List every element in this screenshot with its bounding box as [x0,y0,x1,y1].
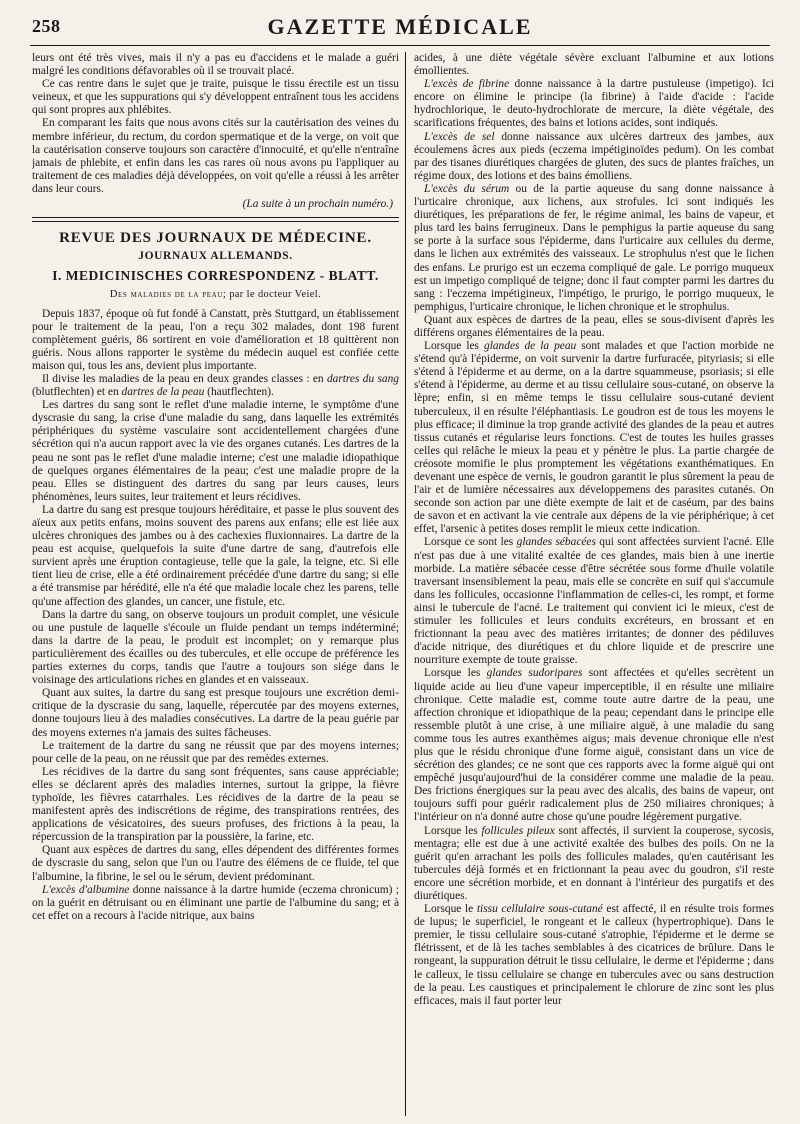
paragraph: Les récidives de la dartre du sang sont fréquentes, sans cause appréciable; elles se déclarent après des maladies internes, surtout la grippe, la fièvre typhoïde, les fièvres catarrhales. Les récidives de la dartre de la peau se manifestent après des indiscrétions de régime, des transpirations rentrées, des applications de vésicatoires, des sueurs profuses, des frictions à la peau, la répercussion de la transpiration par la poussière, la farine, etc. [32,765,399,844]
paragraph: Dans la dartre du sang, on observe toujours un produit complet, une vésicule ou une pustule de laquelle s'écoule un fluide pendant un temps indéterminé; dans la dartre de la peau, le produit est incomplet; on y remarque plus particulièrement des écailles ou des tubercules, et elle occupe de préférence les parties externes du corps, tandis que l'autre a toujours son siége dans le voisinage des articulations riches en glandes et en vaisseaux. [32,608,399,687]
paragraph: Lorsque les glandes de la peau sont malades et que l'action morbide ne s'étend qu'à l'épiderme, on voit survenir la dartre furfuracée, pityriasis; si elle s'étend à l'épiderme et au derme, on a la dartre squammeuse, psoriasis; si elle s'étend à l'épiderme, au derme et au tissu cellulaire sous-cutané, on observe la lèpre; enfin, si en même temps le tissu cellulaire sous-cutané devient tuberculeux, il en résulte l'éléphantiasis. Le goudron est de tous les moyens le plus efficace; il diminue la trop grande activité des glandes de la peau et autres tissus cutanés et régularise leurs fonctions. C'est de toutes les huiles grasses celles qui relâche le mieux la peau et y pénètre le plus. La partie chargée de créosote momifie le plus promptement les végétations exanthématiques. En devenant une espèce de vernis, le goudron garantit le plus sûrement la peau de l'air et de lumière nécessaires aux développemens des parasites cutanés. On seconde son action par une diète exempte de lait et de caséum, par des bains de savon et en activant la vie centrale aux dépens de la vie périphérique; à cet effet, l'arsenic à petites doses remplit le mieux cette indication. [414,340,774,536]
journal-title: GAZETTE MÉDICALE [267,14,533,39]
source-title: I. MEDICINISCHES CORRESPONDENZ - BLATT. [52,268,379,284]
paragraph: La dartre du sang est presque toujours héréditaire, et passe le plus souvent des aïeux aux petits enfans, moins souvent des parens aux enfans; elle est liée aux ulcères chroniques des jambes ou à des cachexies fluxionnaires. La dartre de la peau est acquise, quelquefois la suite d'une dartre de sang, d'autrefois elle survient après une éruption contagieuse, telle que la gale, la teigne, etc. Si elle tient lieu de crise, elle a été ordinairement précédée d'une dartre du sang; si elle a été transmise par hérédité, elle n'a été que maladie locale chez les parens, telle qu'une affection des glandes, un cancer, une fistule, etc. [32,503,399,608]
paragraph: Lorsque les follicules pileux sont affectés, il survient la couperose, sycosis, mentagra; elle est due à une activité exaltée des bulbes des poils. On ne la guérit qu'en arrachant les poils des follicules malades, qu'en cautérisant les tubercules déjà formés et en frictionnant la peau avec du goudron, s'il reste encore une sécrétion morbide, et en donnant à l'intérieur des purgatifs et des diurétiques. [414,824,774,902]
emphasis: L'excès de fibrine [424,78,510,91]
paragraph: Lorsque les glandes sudoripares sont affectées et qu'elles secrètent un liquide acide au lieu d'une vapeur imperceptible, il en résulte une miliaire chronique. Cette maladie est, comme toute autre dartre de la peau, une affection chronique et idiopathique de la peau; cependant dans le principe elle ressemble plutôt à une crise, à une miliaire aiguë, à une maladie du sang comme tous les autres exanthèmes aigus; mais devenue chronique elle n'est plus que le résidu chronique d'une forme aiguë, consistant dans un vice de sécrétion des glandes; ce ne sont que ces rapports avec la forme aiguë qui ont empêché jusqu'aujourd'hui de la considérer comme une maladie de la peau. Des frictions énergiques sur la peau avec des alcalis, des bains de vapeur, ont toujours suffi pour guérir radicalement plus de 250 miliaires chroniques; à l'intérieur on n'a donné autre chose qu'une poudre légèrement purgative. [414,667,774,824]
paragraph: Il divise les maladies de la peau en deux grandes classes : en dartres du sang (blutflechten) et en dartres de la peau (hautflechten). [32,372,399,399]
column-rule [405,52,406,1116]
paragraph: Ce cas rentre dans le sujet que je traite, puisque le tissu érectile est un tissu veineux, et que les suppurations qui s'y développent entraînent tous les accidens qui sont propres aux phlébites. [32,78,399,117]
page-header [30,12,770,46]
paragraph: Quant aux suites, la dartre du sang est presque toujours une excrétion demi-critique de la dyscrasie du sang, laquelle, répercutée par des moyens externes, donne toujours lieu à des maladies consécutives. La dartre de la peau guérie par des moyens externes n'a jamais des suites fâcheuses. [32,687,399,739]
page-number: 258 [32,16,61,36]
emphasis: L'excès d'albumine [42,883,130,896]
paragraph: leurs ont été très vives, mais il n'y a pas eu d'accidens et le malade a guéri malgré les conditions défavorables où il se trouvait placé. [32,52,399,78]
paragraph: Lorsque le tissu cellulaire sous-cutané est affecté, il en résulte trois formes de lupus; le superficiel, le rongeant et le calleux (hypertrophique). Dans le premier, le tissu cellulaire sous-cutané s'atrophie, l'épiderme et le derme se flétrissent, et de là les taches semblables à des cicatrices de brûlure. Dans le rongeant, la suppuration détruit le tissu cellulaire, le derme et l'épiderme ; dans le calleux, le tissu cellulaire se change en tubercules avec ou sans destruction de la peau. Les caustiques et principalement le chlorure de zinc sont les plus efficaces, mais il faut porter leur [414,903,774,1007]
paragraph: L'excès d'albumine donne naissance à la dartre humide (eczema chronicum) ; on la guérit en détruisant ou en éliminant une partie de l'albumine du sang; et à cet effet on a recours à l'acide nitrique, aux bains [32,883,399,922]
emphasis: tissu cellulaire sous-cutané [476,903,603,916]
paragraph: L'excès de sel donne naissance aux ulcères dartreux des jambes, aux écoulemens âcres aux pieds (eczema impétiginoïdes pedum). On les combat par des tisanes diurétiques chargées de gluten, des sucs de plantes fraîches, un régime doux, des lotions et des bains émolliens. [414,130,774,182]
article-byline [32,288,399,301]
paragraph: L'excès du sérum ou de la partie aqueuse du sang donne naissance à l'urticaire chronique, aux lichens, aux strofules. Ici sont indiqués les diurétiques, les préparations de fer, le régime animal, les bains de vapeur, et plus tard les bains ferrugineux. Dans le pemphigus la partie aqueuse du sang se porte à la surface sous l'épiderme, dans l'urticaire aux cellules du derme, dans le lichen aux extrémités des vaisseaux. Le strophulus n'est que le lichen des enfans. Le prurigo est un eczema compliqué de gale. Le porrigo muqueux est un impetigo compliqué de teigne; donc il faut compter parmi les dartres du sang : l'eczema impétigineux, l'impétigo, le prurigo, le porrigo muqueux, le pemphigus, l'urticaire chronique, le lichen chronique et le strophulus. [414,182,774,313]
emphasis: follicules pileux [481,824,555,837]
article-author: ; par le docteur Veiel. [222,289,322,301]
emphasis: dartres de la peau [121,386,205,399]
paragraph: Les dartres du sang sont le reflet d'une maladie interne, le symptôme d'une dyscrasie du sang, la crise d'une maladie du sang, dans laquelle les extrémités périphériques du système vasculaire sont accidentellement chargées d'une sécrétion qui n'a aucun rapport avec la vie des organes cutanés. Les dartres de la peau ne sont pas le reflet d'une maladie interne; c'est une maladie idiopathique de quelques organes élémentaires de la peau; c'est une maladie propre de la peau. Elles se distinguent des dartres du sang par leurs causes, leurs phénomènes, leurs suites, leur traitement et leurs récidives. [32,399,399,503]
emphasis: L'excès du sérum [424,182,510,195]
paragraph: Le traitement de la dartre du sang ne réussit que par des moyens internes; pour celle de la peau, on ne réussit que par des remèdes externes. [32,739,399,765]
paragraph: L'excès de fibrine donne naissance à la dartre pustuleuse (impetigo). Ici encore on élimine le principe (la fibrine) à l'aide d'acide : l'acide hydrochlorique, le deuto-hydrochlorate de mercure, la diète végétale, des scarifications fréquentes, des bains et lotions acides, sont indiqués. [414,78,774,130]
paragraph: Quant aux espèces de dartres de la peau, elles se sous-divisent d'après les différens organes élémentaires de la peau. [414,313,774,339]
paragraph: En comparant les faits que nous avons cités sur la cautérisation des veines du membre inférieur, du rectum, du cordon spermatique et de la verge, on voit que la cautérisation conserve toujours son caractère d'innocuité, et qu'elle n'entraîne jamais de phlebite, et enfin dans les cas rares où nous avons pu l'appliquer au traitement de ces maladies déjà développées, on voit qu'elle a réussi à les arrêter dans leur cours. [32,117,399,195]
emphasis: L'excès de sel [424,130,495,143]
emphasis: glandes de la peau [484,340,577,353]
section-subtitle: JOURNAUX ALLEMANDS. [138,250,293,263]
section-title: REVUE DES JOURNAUX DE MÉDECINE. [59,230,372,247]
section-divider [32,217,399,222]
right-column [414,52,774,1116]
article-title: Des maladies de la peau [109,289,223,301]
emphasis: dartres du sang [326,372,399,385]
paragraph: Quant aux espèces de dartres du sang, elles dépendent des différentes formes de dyscrasie du sang, selon que l'un ou l'autre des élémens de ce fluide, tel que l'albumine, la fibrine, le sel ou le sérum, devient prédominant. [32,844,399,883]
paragraph: Depuis 1837, époque où fut fondé à Canstatt, près Stuttgard, un établissement pour le traitement de la peau, l'on a reçu 302 malades, dont 198 furent complètement guéris, 86 sortirent en voie d'amélioration et 18 quittèrent non guéris. Nous allons rapporter le système du médecin auquel est confiée cette maison qui, tous les ans, devient plus importante. [32,307,399,372]
emphasis: glandes sudoripares [486,667,583,680]
paragraph: acides, à une diète végétale sévère excluant l'albumine et aux lotions émollientes. [414,52,774,78]
continuation-note: (La suite à un prochain numéro.) [242,198,393,211]
emphasis: glandes sébacées [516,536,596,549]
left-column [32,52,399,1116]
paragraph: Lorsque ce sont les glandes sébacées qui sont affectées survient l'acné. Elle n'est pas due à une vitalité exaltée de ces glandes, mais bien à une inertie morbide. La matière sébacée cesse d'être sécrétée sous forme d'huile volatile traversant insensiblement la peau, mais elle se concrète en suif qui s'accumule dans les follicules, occasionne l'inflammation de celles-ci, les rompt, et forme ainsi le tubercule de l'acné. Le traitement qui convient ici le mieux, c'est de stimuler les follicules et leurs conduits excréteurs, en brossant et en frictionnant la peau avec des matières irritantes; de donner des pédiluves d'acide nitrique, des diurétiques et du chlore liquide et de prescrire une nourriture exempte de toute graisse. [414,536,774,667]
